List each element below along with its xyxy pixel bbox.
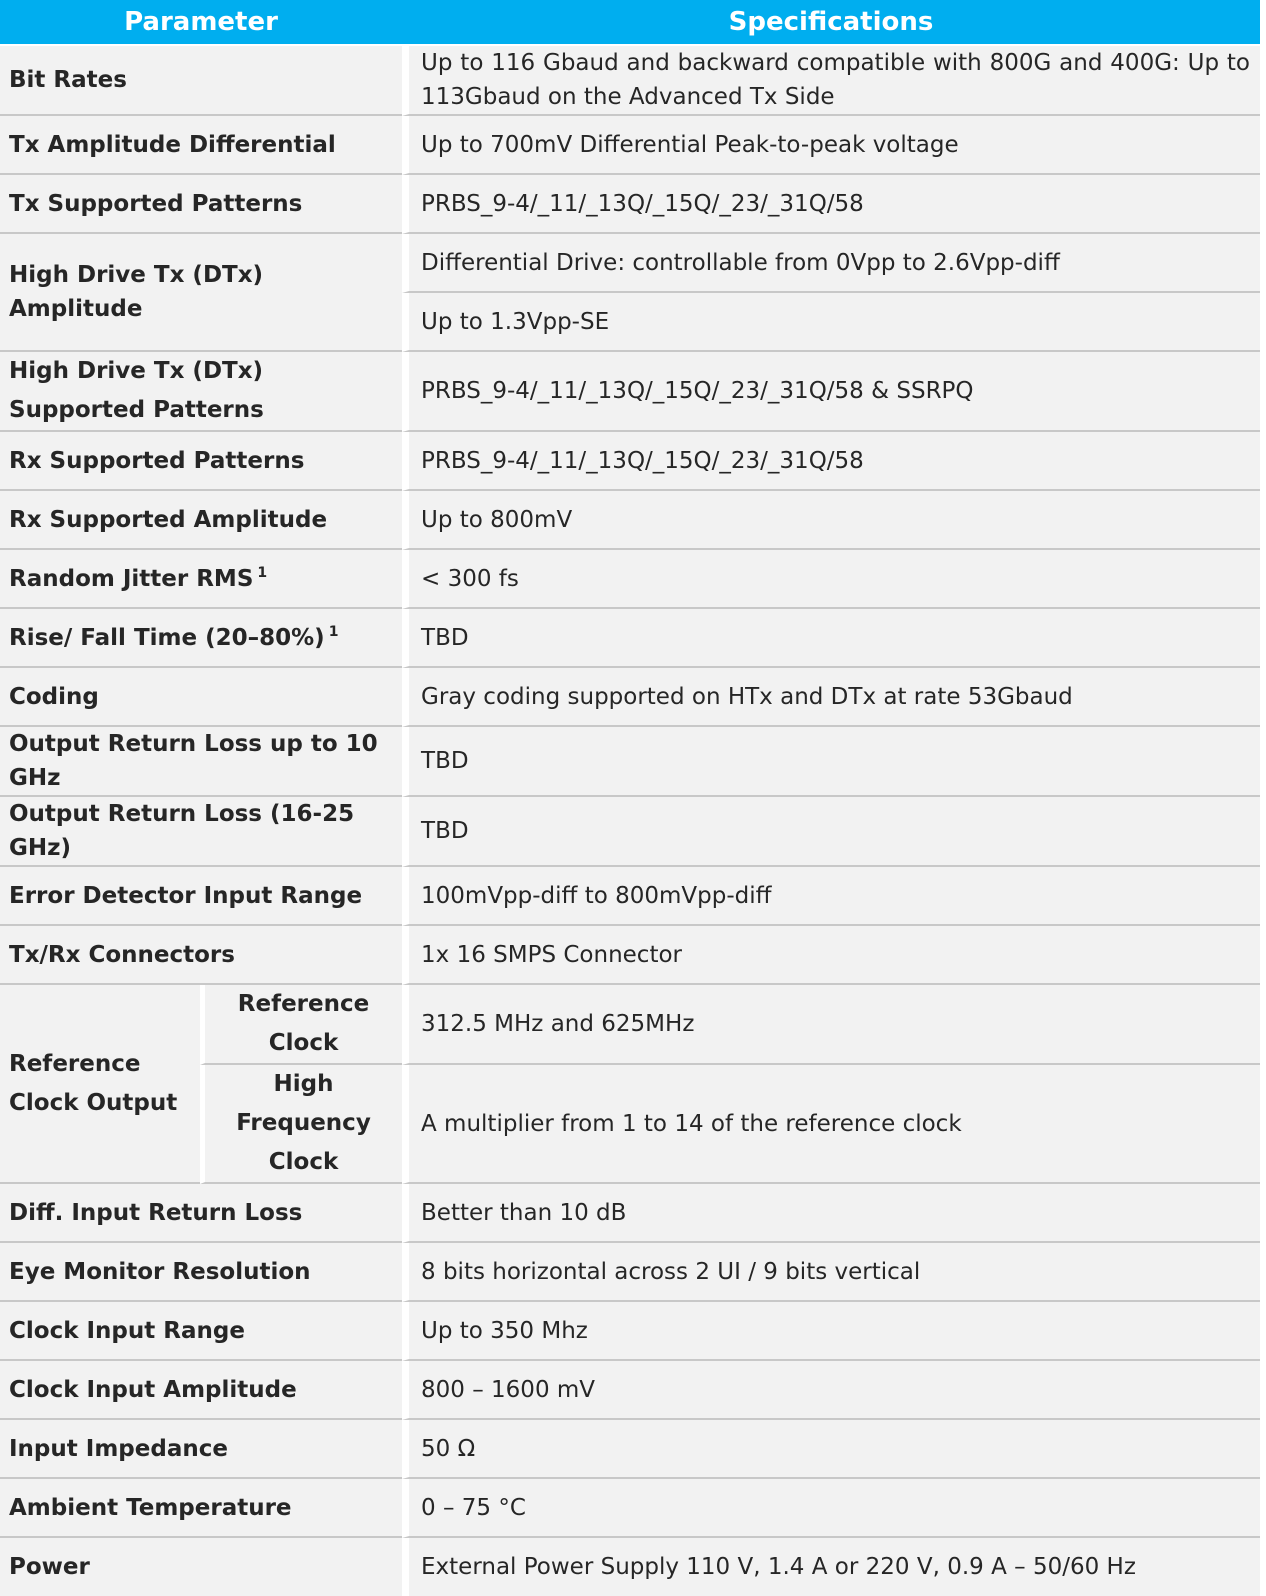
table-row — [0, 1420, 1260, 1479]
header-specifications: Specifications — [402, 0, 1260, 46]
param-cell: Diff. Input Return Loss — [0, 1184, 402, 1243]
spec-cell: Differential Drive: controllable from 0Vpp to 2.6Vpp-diff — [402, 234, 1260, 293]
table-row — [0, 352, 1260, 432]
spec-cell: 0 – 75 °C — [402, 1479, 1260, 1538]
table-row — [0, 797, 1260, 867]
spec-cell: PRBS_9-4/_11/_13Q/_15Q/_23/_31Q/58 — [402, 432, 1260, 491]
spec-cell: < 300 fs — [402, 550, 1260, 609]
table-row — [0, 867, 1260, 926]
spec-cell: TBD — [402, 727, 1260, 797]
param-cell: Reference Clock Output — [0, 985, 200, 1184]
param-cell: Output Return Loss up to 10 GHz — [0, 727, 402, 797]
spec-cell: TBD — [402, 797, 1260, 867]
table-row — [0, 727, 1260, 797]
table-row — [0, 1538, 1260, 1596]
table-row — [0, 491, 1260, 550]
spec-cell: 1x 16 SMPS Connector — [402, 926, 1260, 985]
table-row — [0, 1302, 1260, 1361]
spec-cell: Better than 10 dB — [402, 1184, 1260, 1243]
sub-param-cell: High Frequency Clock — [200, 1065, 402, 1184]
table-row — [0, 609, 1260, 668]
table-row — [0, 926, 1260, 985]
spec-cell: 8 bits horizontal across 2 UI / 9 bits vertical — [402, 1243, 1260, 1302]
param-cell: Rx Supported Patterns — [0, 432, 402, 491]
param-cell: Tx Supported Patterns — [0, 175, 402, 234]
table-row — [0, 1184, 1260, 1243]
param-cell — [0, 609, 402, 668]
table-row — [0, 1361, 1260, 1420]
spec-cell: External Power Supply 110 V, 1.4 A or 220 V, 0.9 A – 50/60 Hz — [402, 1538, 1260, 1596]
sub-param-cell: Reference Clock — [200, 985, 402, 1065]
param-label: Random Jitter RMS — [9, 565, 254, 592]
spec-cell: 800 – 1600 mV — [402, 1361, 1260, 1420]
param-cell: Clock Input Amplitude — [0, 1361, 402, 1420]
param-cell: Bit Rates — [0, 46, 402, 116]
table-row — [0, 1243, 1260, 1302]
param-cell: Power — [0, 1538, 402, 1596]
spec-cell: A multiplier from 1 to 14 of the reference clock — [402, 1065, 1260, 1184]
footnote-marker: 1 — [257, 564, 268, 581]
spec-cell: PRBS_9-4/_11/_13Q/_15Q/_23/_31Q/58 — [402, 175, 1260, 234]
table-row — [0, 175, 1260, 234]
spec-cell: Up to 350 Mhz — [402, 1302, 1260, 1361]
spec-cell: Up to 116 Gbaud and backward compatible with 800G and 400G: Up to 113Gbaud on the Advanced Tx Side — [402, 46, 1260, 116]
spec-cell: 100mVpp-diff to 800mVpp-diff — [402, 867, 1260, 926]
footnote-marker: 1 — [328, 623, 339, 640]
spec-cell: Up to 700mV Differential Peak-to-peak voltage — [402, 116, 1260, 175]
param-cell: Rx Supported Amplitude — [0, 491, 402, 550]
table-row — [0, 985, 1260, 1065]
param-cell: Output Return Loss (16-25 GHz) — [0, 797, 402, 867]
table-row — [0, 116, 1260, 175]
table-row — [0, 234, 1260, 293]
param-cell: High Drive Tx (DTx) Supported Patterns — [0, 352, 402, 432]
table-header-row — [0, 0, 1260, 46]
spec-cell: 312.5 MHz and 625MHz — [402, 985, 1260, 1065]
param-label: Rise/ Fall Time (20–80%) — [9, 624, 325, 651]
table-row — [0, 668, 1260, 727]
param-cell: High Drive Tx (DTx) Amplitude — [0, 234, 402, 352]
spec-cell: Up to 800mV — [402, 491, 1260, 550]
spec-cell: TBD — [402, 609, 1260, 668]
param-cell: Clock Input Range — [0, 1302, 402, 1361]
table-row — [0, 46, 1260, 116]
param-cell: Tx/Rx Connectors — [0, 926, 402, 985]
spec-cell: Up to 1.3Vpp-SE — [402, 293, 1260, 352]
param-cell: Eye Monitor Resolution — [0, 1243, 402, 1302]
param-cell: Tx Amplitude Differential — [0, 116, 402, 175]
table-row — [0, 1479, 1260, 1538]
param-cell: Input Impedance — [0, 1420, 402, 1479]
param-cell: Coding — [0, 668, 402, 727]
spec-cell: 50 Ω — [402, 1420, 1260, 1479]
header-parameter: Parameter — [0, 0, 402, 46]
table-row — [0, 550, 1260, 609]
spec-cell: PRBS_9-4/_11/_13Q/_15Q/_23/_31Q/58 & SSRPQ — [402, 352, 1260, 432]
param-cell — [0, 550, 402, 609]
spec-cell: Gray coding supported on HTx and DTx at rate 53Gbaud — [402, 668, 1260, 727]
table-row — [0, 432, 1260, 491]
param-cell: Ambient Temperature — [0, 1479, 402, 1538]
param-cell: Error Detector Input Range — [0, 867, 402, 926]
